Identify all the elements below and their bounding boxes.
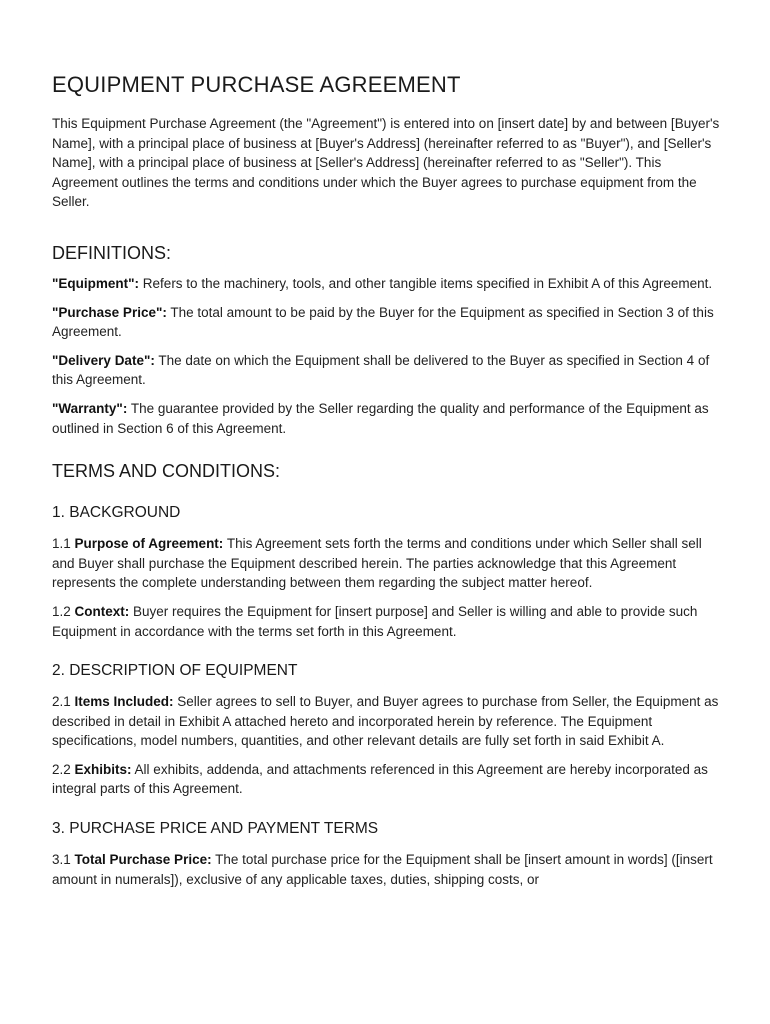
clause: [52, 602, 724, 641]
document-page: [52, 70, 724, 898]
intro-paragraph: This Equipment Purchase Agreement (the "Agreement") is entered into on [insert date] by and between [Buyer's Name], with a principal place of business at [Buyer's Address] (hereinafter referred to as "Buyer"), and [Seller's Name], with a principal place of business at [Seller's Address] (hereinafter referred to as "Seller"). This Agreement outlines the terms and conditions under which the Buyer agrees to purchase equipment from the Seller.: [52, 116, 720, 210]
definition-term: "Delivery Date":: [52, 352, 155, 368]
clause-label: Context:: [74, 603, 130, 619]
clause-label: Purpose of Agreement:: [74, 536, 224, 552]
section-heading: 3. PURCHASE PRICE AND PAYMENT TERMS: [52, 820, 379, 838]
clause-text: Seller agrees to sell to Buyer, and Buyer agrees to purchase from Seller, the Equipment as described in detail in Exhibit A attached hereto and incorporated herein by reference. The Equipment specifications, model numbers, quantities, and other relevant details are fully set forth in said Exhibit A.: [52, 694, 719, 749]
definition-text: The total amount to be paid by the Buyer for the Equipment as specified in Section 3 of this Agreement.: [52, 304, 714, 340]
definition-item: [52, 274, 724, 294]
definition-item: [52, 351, 724, 390]
clause-number: 1.1: [52, 536, 75, 552]
section-background: [52, 502, 724, 641]
definition-term: "Equipment":: [52, 275, 140, 291]
clause-label: Exhibits:: [74, 761, 132, 777]
definition-item: [52, 303, 724, 342]
definition-text: The date on which the Equipment shall be delivered to the Buyer as specified in Section 4 of this Agreement.: [52, 352, 710, 388]
clause-text: Buyer requires the Equipment for [insert purpose] and Seller is willing and able to provide such Equipment in accordance with the terms set forth in this Agreement.: [52, 603, 698, 639]
definition-term: "Purchase Price":: [52, 304, 167, 320]
clause-number: 3.1: [52, 852, 75, 868]
clause-number: 2.1: [52, 694, 75, 710]
section-heading: 2. DESCRIPTION OF EQUIPMENT: [52, 662, 298, 680]
clause: [52, 850, 724, 889]
clause-label: Items Included:: [74, 694, 174, 710]
definition-text: Refers to the machinery, tools, and other tangible items specified in Exhibit A of this Agreement.: [139, 275, 713, 291]
section-description-of-equipment: [52, 660, 724, 799]
definition-term: "Warranty":: [52, 400, 128, 416]
section-purchase-price: [52, 818, 724, 889]
clause-text: All exhibits, addenda, and attachments referenced in this Agreement are hereby incorporated as integral parts of this Agreement.: [52, 761, 708, 797]
definition-item: [52, 399, 724, 438]
clause-number: 1.2: [52, 603, 75, 619]
clause: [52, 760, 724, 799]
clause: [52, 692, 724, 751]
definition-text: The guarantee provided by the Seller regarding the quality and performance of the Equipment as outlined in Section 6 of this Agreement.: [52, 400, 709, 436]
clause-number: 2.2: [52, 761, 75, 777]
clause: [52, 534, 724, 593]
document-title: EQUIPMENT PURCHASE AGREEMENT: [52, 72, 461, 97]
clause-label: Total Purchase Price:: [74, 852, 212, 868]
clause-text: This Agreement sets forth the terms and conditions under which Seller shall sell and Buyer shall purchase the Equipment described herein. The parties acknowledge that this Agreement represents the complete understanding between them regarding the subject matter hereof.: [52, 536, 702, 591]
definitions-heading: DEFINITIONS:: [52, 242, 172, 263]
clause-text: The total purchase price for the Equipment shall be [insert amount in words] ([insert amount in numerals]), exclusive of any applicable taxes, duties, shipping costs, or: [52, 852, 713, 887]
definitions-section: [52, 240, 724, 438]
section-heading: 1. BACKGROUND: [52, 504, 181, 522]
terms-heading: TERMS AND CONDITIONS:: [52, 461, 281, 482]
